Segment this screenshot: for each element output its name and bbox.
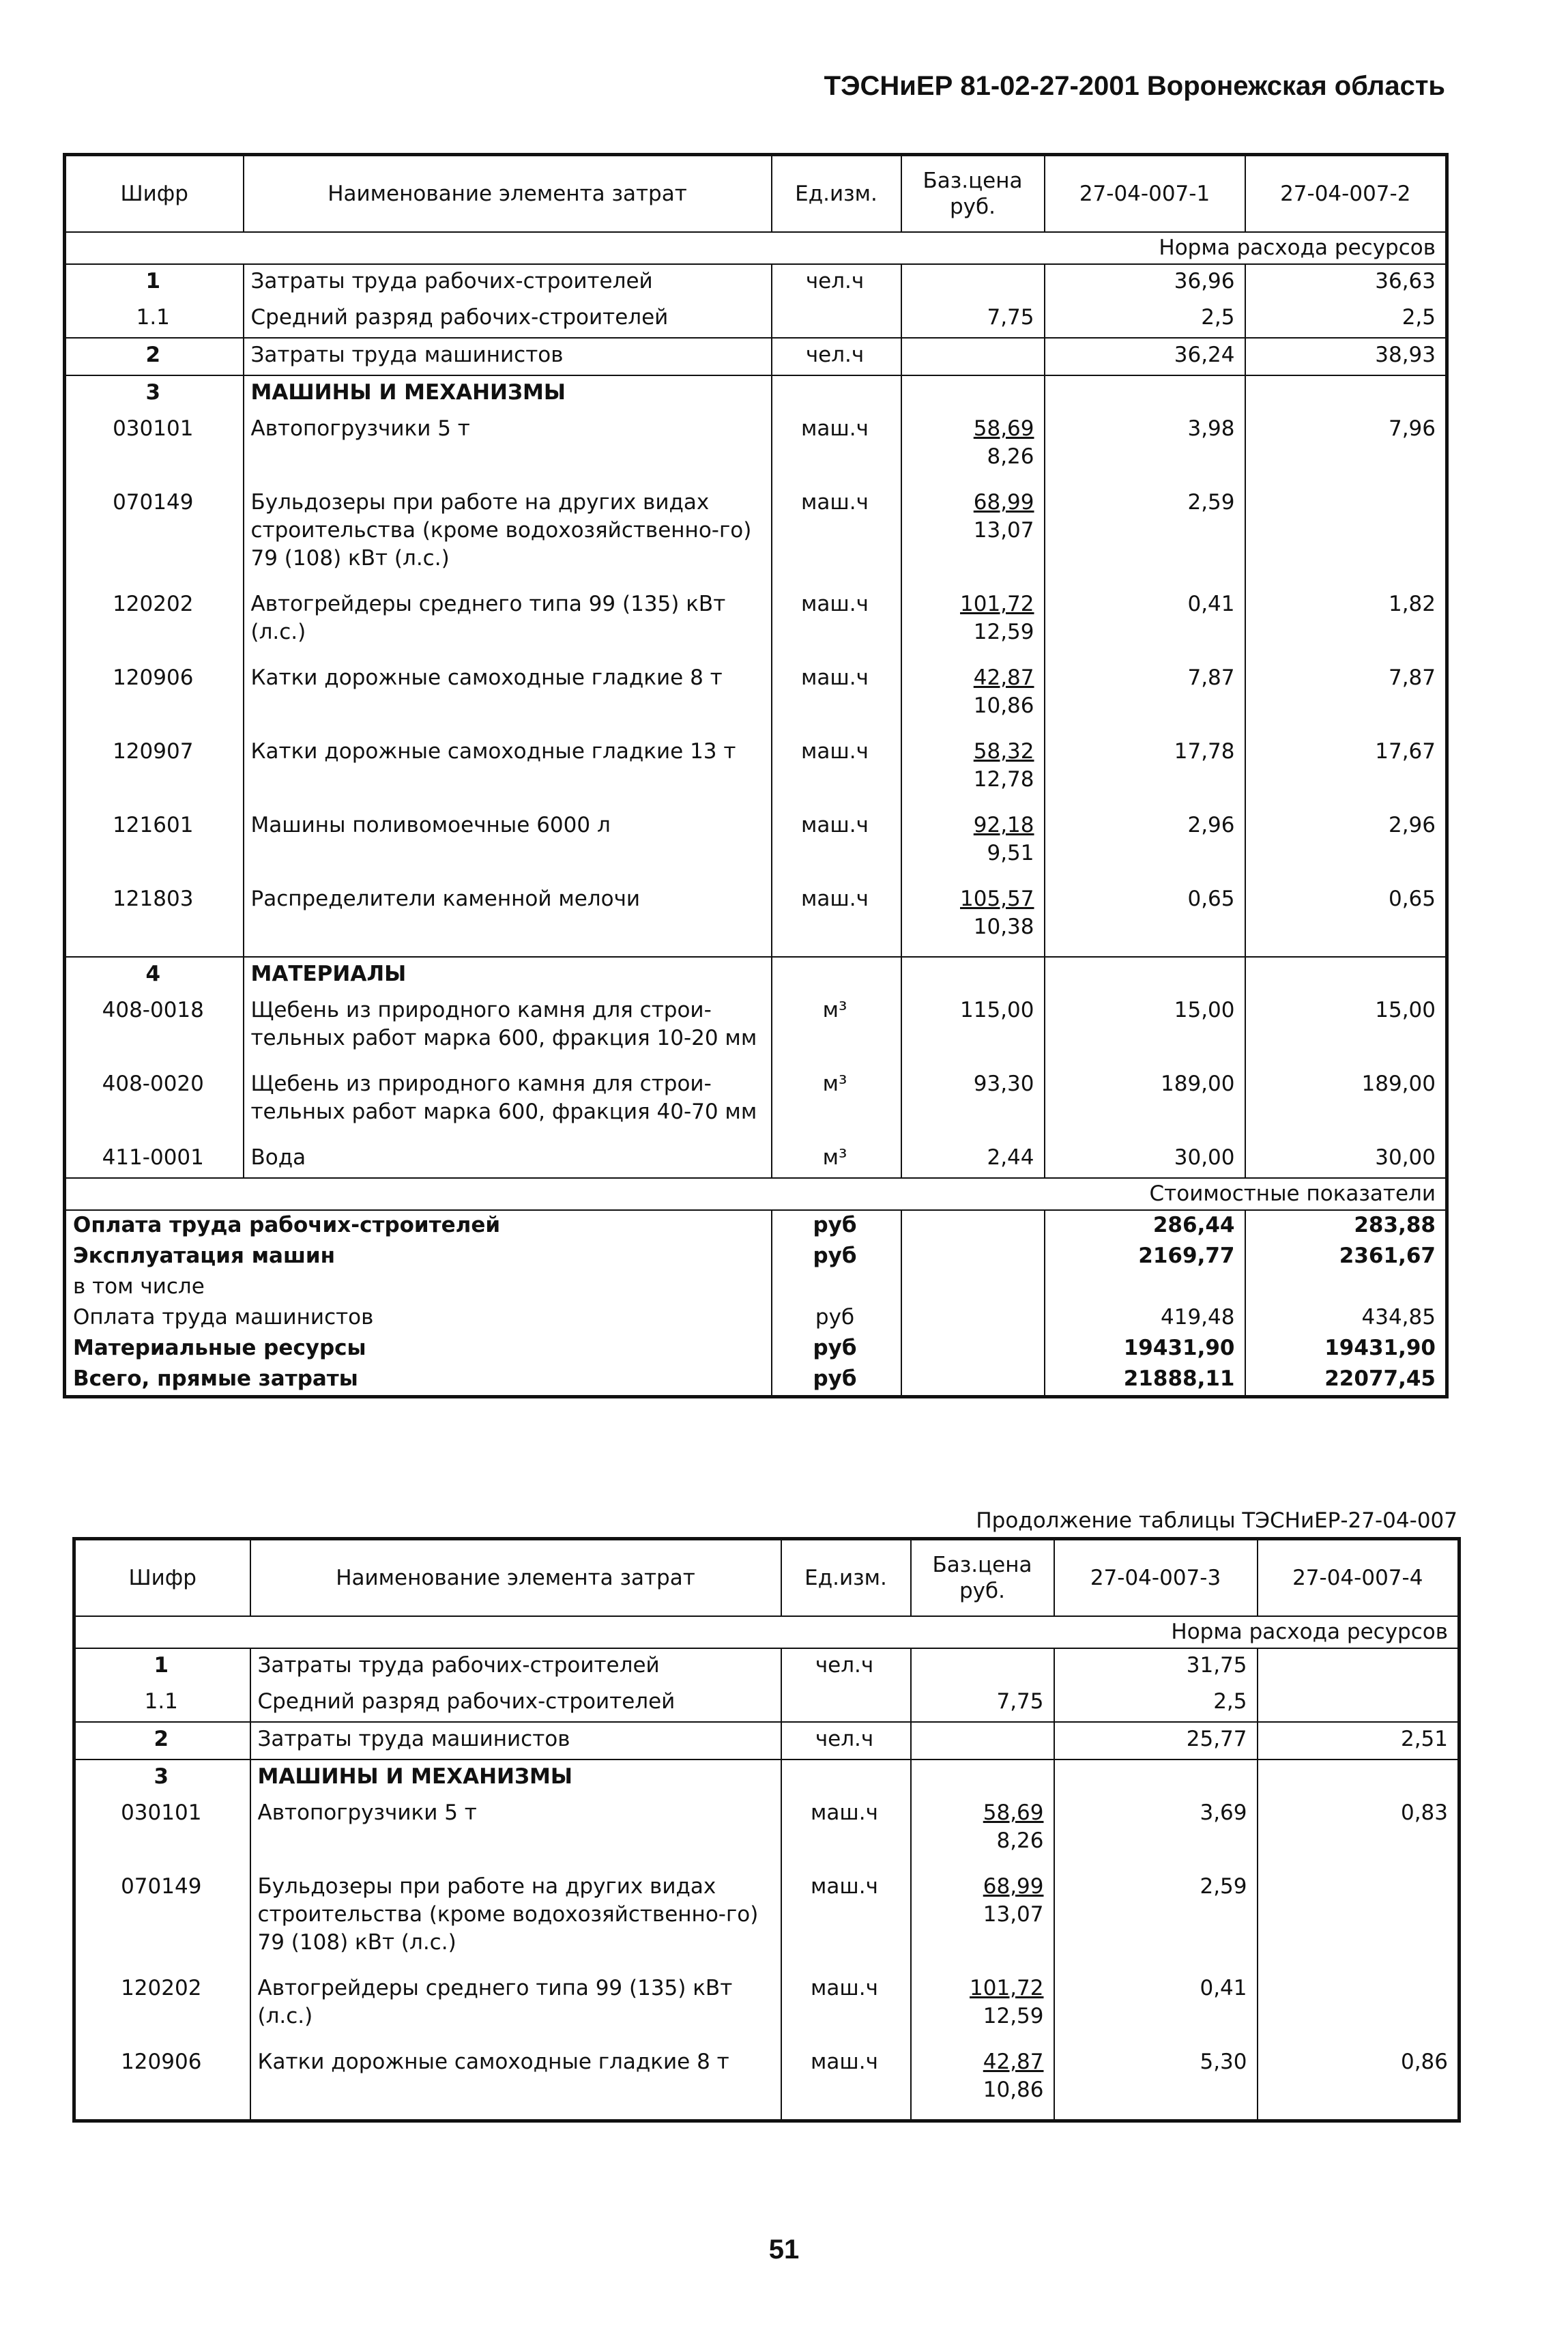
cell-unit: м³ xyxy=(772,1067,901,1141)
cell-unit: маш.ч xyxy=(781,1870,911,1972)
cell-name: Катки дорожные самоходные гладкие 8 т xyxy=(250,2045,781,2121)
summary-price xyxy=(901,1210,1045,1241)
cell-code: 121803 xyxy=(65,882,244,957)
cell-norm-b: 36,63 xyxy=(1375,269,1436,293)
summary-label: Оплата труда машинистов xyxy=(65,1303,772,1334)
price-total: 7,75 xyxy=(996,1689,1044,1714)
cell-unit: маш.ч xyxy=(772,486,901,588)
price-wage: 9,51 xyxy=(987,841,1034,865)
summary-b xyxy=(1245,1272,1447,1303)
price-wage: 12,59 xyxy=(973,620,1034,644)
cell-price xyxy=(911,1796,1054,1870)
cell-price xyxy=(901,1067,1045,1141)
cell-norm-b xyxy=(1245,957,1447,994)
cell-price xyxy=(901,264,1045,301)
cell-price xyxy=(901,994,1045,1067)
cell-unit: маш.ч xyxy=(772,661,901,735)
price-total: 42,87 xyxy=(973,665,1034,690)
cell-norm-a: 0,41 xyxy=(1045,588,1245,661)
price-total: 68,99 xyxy=(983,1874,1044,1899)
cell-unit: м³ xyxy=(772,1141,901,1178)
cell-norm-b: 7,96 xyxy=(1388,416,1436,441)
cell-unit: м³ xyxy=(772,994,901,1067)
price-wage: 8,26 xyxy=(996,1828,1044,1853)
cell-price xyxy=(901,412,1045,486)
summary-unit: руб xyxy=(772,1303,901,1334)
summary-b: 19431,90 xyxy=(1324,1336,1436,1360)
col-header-price xyxy=(901,155,1045,233)
price-total: 58,69 xyxy=(973,416,1034,441)
table-row xyxy=(65,1141,1447,1178)
summary-unit: руб xyxy=(772,1364,901,1397)
cell-code: 4 xyxy=(65,957,244,994)
cell-name: Средний разряд рабочих-строителей xyxy=(244,301,772,338)
table-row xyxy=(65,994,1447,1067)
cell-unit: маш.ч xyxy=(781,2045,911,2121)
cell-unit xyxy=(772,375,901,412)
cell-unit: маш.ч xyxy=(772,412,901,486)
summary-b: 283,88 xyxy=(1245,1210,1447,1241)
summary-label: Эксплуатация машин xyxy=(65,1241,772,1272)
cell-norm-b xyxy=(1258,1685,1460,1722)
cell-price xyxy=(901,375,1045,412)
table-1-summary xyxy=(65,1210,1447,1397)
cell-unit xyxy=(772,957,901,994)
cell-unit xyxy=(772,301,901,338)
table-row xyxy=(65,338,1447,375)
col-header-price xyxy=(911,1539,1054,1617)
price-total: 101,72 xyxy=(960,592,1034,616)
cell-name: Щебень из природного камня для строи-тельных работ марка 600, фракция 10-20 мм xyxy=(244,994,772,1067)
cell-norm-b: 0,65 xyxy=(1388,887,1436,911)
price-total: 58,69 xyxy=(983,1800,1044,1825)
cell-code: 030101 xyxy=(74,1796,250,1870)
cell-norm-a xyxy=(1045,375,1245,412)
table-row xyxy=(65,1067,1447,1141)
price-total: 58,32 xyxy=(973,739,1034,764)
col-header-name: Наименование элемента затрат xyxy=(250,1539,781,1617)
price-wage: 8,26 xyxy=(987,444,1034,469)
cell-price xyxy=(901,882,1045,957)
summary-a: 2169,77 xyxy=(1045,1241,1245,1272)
cell-norm-a: 7,87 xyxy=(1045,661,1245,735)
cell-norm-a: 36,24 xyxy=(1045,338,1245,375)
cell-norm-b: 17,67 xyxy=(1375,739,1436,764)
cell-norm-a: 0,65 xyxy=(1045,882,1245,957)
cell-name: Катки дорожные самоходные гладкие 8 т xyxy=(244,661,772,735)
table-row xyxy=(65,882,1447,957)
table-row xyxy=(65,301,1447,338)
summary-row xyxy=(65,1210,1447,1241)
col-header-code: Шифр xyxy=(74,1539,250,1617)
cell-norm-a: 0,41 xyxy=(1054,1972,1258,2045)
price-wage: 12,78 xyxy=(973,767,1034,792)
cell-norm-a xyxy=(1054,1760,1258,1796)
cell-name: Щебень из природного камня для строи-тельных работ марка 600, фракция 40-70 мм xyxy=(244,1067,772,1141)
cell-code: 1.1 xyxy=(65,301,244,338)
cell-norm-a: 2,5 xyxy=(1054,1685,1258,1722)
cell-norm-a: 3,69 xyxy=(1054,1796,1258,1870)
price-total: 42,87 xyxy=(983,2050,1044,2074)
cell-norm-b xyxy=(1258,1760,1460,1796)
cell-code: 070149 xyxy=(74,1870,250,1972)
table-header-row xyxy=(65,155,1447,233)
table-row xyxy=(74,1648,1460,1685)
cell-norm-a: 2,59 xyxy=(1045,486,1245,588)
cell-price xyxy=(901,957,1045,994)
cell-code: 070149 xyxy=(65,486,244,588)
col-header-norm-b: 27-04-007-4 xyxy=(1258,1539,1460,1617)
summary-a: 21888,11 xyxy=(1045,1364,1245,1397)
cell-norm-a: 2,96 xyxy=(1045,809,1245,882)
cell-norm-a: 25,77 xyxy=(1054,1722,1258,1760)
cell-code: 120202 xyxy=(74,1972,250,2045)
col-header-unit: Ед.изм. xyxy=(772,155,901,233)
cell-unit xyxy=(781,1685,911,1722)
table-row xyxy=(74,1870,1460,1972)
cell-price xyxy=(911,1648,1054,1685)
summary-label: в том числе xyxy=(65,1272,772,1303)
cell-name: МАШИНЫ И МЕХАНИЗМЫ xyxy=(244,375,772,412)
summary-a xyxy=(1045,1272,1245,1303)
price-total: 115,00 xyxy=(960,998,1034,1022)
cell-norm-a: 15,00 xyxy=(1045,994,1245,1067)
summary-label: Всего, прямые затраты xyxy=(65,1364,772,1397)
table-row xyxy=(74,1796,1460,1870)
price-total: 105,57 xyxy=(960,887,1034,911)
cell-code: 120202 xyxy=(65,588,244,661)
cell-name: Вода xyxy=(244,1141,772,1178)
cell-norm-a: 189,00 xyxy=(1045,1067,1245,1141)
col-header-code: Шифр xyxy=(65,155,244,233)
cell-unit: маш.ч xyxy=(781,1972,911,2045)
cell-price xyxy=(901,735,1045,809)
cell-norm-a: 31,75 xyxy=(1054,1648,1258,1685)
price-wage: 12,59 xyxy=(983,2004,1044,2028)
norm-header: Норма расхода ресурсов xyxy=(65,232,1447,264)
cell-norm-a: 17,78 xyxy=(1045,735,1245,809)
cell-price xyxy=(901,338,1045,375)
cell-name: Автопогрузчики 5 т xyxy=(244,412,772,486)
price-wage: 10,38 xyxy=(973,915,1034,939)
summary-a: 19431,90 xyxy=(1045,1334,1245,1364)
table-1-body xyxy=(65,264,1447,1178)
cost-header: Стоимостные показатели xyxy=(65,1178,1447,1210)
cell-code: 120907 xyxy=(65,735,244,809)
cell-norm-a xyxy=(1045,957,1245,994)
table-header-row xyxy=(74,1539,1460,1617)
summary-unit xyxy=(772,1272,901,1303)
summary-price xyxy=(901,1334,1045,1364)
cell-name: Бульдозеры при работе на других видах строительства (кроме водохозяйственно-го) 79 (108) кВт (л.с.) xyxy=(244,486,772,588)
cell-price xyxy=(911,1760,1054,1796)
summary-price xyxy=(901,1241,1045,1272)
summary-price xyxy=(901,1272,1045,1303)
cell-code: 030101 xyxy=(65,412,244,486)
price-wage: 10,86 xyxy=(983,2078,1044,2102)
norm-header-row xyxy=(65,232,1447,264)
cell-norm-b: 2,5 xyxy=(1402,305,1436,330)
cell-unit: маш.ч xyxy=(772,882,901,957)
summary-price xyxy=(901,1303,1045,1334)
cell-name: Автогрейдеры среднего типа 99 (135) кВт (л.с.) xyxy=(244,588,772,661)
cell-unit: маш.ч xyxy=(772,809,901,882)
col-header-unit: Ед.изм. xyxy=(781,1539,911,1617)
cell-code: 3 xyxy=(74,1760,250,1796)
continuation-caption: Продолжение таблицы ТЭСНиЕР-27-04-007 xyxy=(976,1508,1457,1533)
cell-name: Машины поливомоечные 6000 л xyxy=(244,809,772,882)
table-row xyxy=(65,957,1447,994)
summary-a: 286,44 xyxy=(1045,1210,1245,1241)
col-header-price-line1: Баз.цена xyxy=(932,1553,1032,1577)
norm-header-row xyxy=(74,1616,1460,1648)
cell-price xyxy=(901,588,1045,661)
summary-b: 2361,67 xyxy=(1339,1244,1436,1268)
resource-table-2 xyxy=(72,1537,1461,2123)
cell-name: Затраты труда рабочих-строителей xyxy=(250,1648,781,1685)
cell-norm-b xyxy=(1258,1648,1460,1685)
cost-header-row xyxy=(65,1178,1447,1210)
cell-norm-a: 2,5 xyxy=(1045,301,1245,338)
cell-norm-b: 189,00 xyxy=(1361,1072,1436,1096)
cell-norm-b: 7,87 xyxy=(1388,665,1436,690)
price-total: 92,18 xyxy=(973,813,1034,837)
cell-name: Катки дорожные самоходные гладкие 13 т xyxy=(244,735,772,809)
cell-code: 121601 xyxy=(65,809,244,882)
cell-price xyxy=(901,1141,1045,1178)
cell-name: Распределители каменной мелочи xyxy=(244,882,772,957)
table-row xyxy=(74,1722,1460,1760)
col-header-name: Наименование элемента затрат xyxy=(244,155,772,233)
cell-name: Автопогрузчики 5 т xyxy=(250,1796,781,1870)
cell-norm-a: 36,96 xyxy=(1045,264,1245,301)
table-row xyxy=(74,1972,1460,2045)
cell-norm-b: 15,00 xyxy=(1375,998,1436,1022)
cell-code: 411-0001 xyxy=(65,1141,244,1178)
cell-name: Затраты труда машинистов xyxy=(250,1722,781,1760)
cell-code: 408-0018 xyxy=(65,994,244,1067)
cell-unit: маш.ч xyxy=(781,1796,911,1870)
price-total: 7,75 xyxy=(987,305,1034,330)
summary-unit: руб xyxy=(772,1334,901,1364)
cell-code: 1.1 xyxy=(74,1685,250,1722)
cell-norm-a: 3,98 xyxy=(1045,412,1245,486)
cell-price xyxy=(901,301,1045,338)
cell-price xyxy=(901,661,1045,735)
cell-name: МАТЕРИАЛЫ xyxy=(244,957,772,994)
cell-unit: чел.ч xyxy=(781,1722,911,1760)
cell-code: 3 xyxy=(65,375,244,412)
cell-norm-b xyxy=(1245,486,1447,588)
cell-name: Бульдозеры при работе на других видах строительства (кроме водохозяйственно-го) 79 (108) кВт (л.с.) xyxy=(250,1870,781,1972)
cell-norm-b: 0,83 xyxy=(1400,1800,1448,1825)
summary-row xyxy=(65,1272,1447,1303)
cell-code: 1 xyxy=(65,264,244,301)
price-total: 68,99 xyxy=(973,490,1034,515)
table-row xyxy=(74,2045,1460,2121)
table-row xyxy=(65,486,1447,588)
cell-code: 120906 xyxy=(65,661,244,735)
cell-unit: чел.ч xyxy=(772,264,901,301)
cell-norm-b: 38,93 xyxy=(1245,338,1447,375)
cell-norm-a: 30,00 xyxy=(1045,1141,1245,1178)
cell-norm-a: 5,30 xyxy=(1054,2045,1258,2121)
col-header-price-line2: руб. xyxy=(959,1579,1005,1603)
cell-price xyxy=(901,486,1045,588)
cell-code: 2 xyxy=(74,1722,250,1760)
cell-norm-b: 2,96 xyxy=(1388,813,1436,837)
table-row xyxy=(65,735,1447,809)
cell-norm-b: 2,51 xyxy=(1258,1722,1460,1760)
col-header-price-line2: руб. xyxy=(950,195,996,219)
summary-unit: руб xyxy=(772,1210,901,1241)
cell-price xyxy=(911,2045,1054,2121)
cell-unit: маш.ч xyxy=(772,588,901,661)
cell-name: Затраты труда рабочих-строителей xyxy=(244,264,772,301)
col-header-price-line1: Баз.цена xyxy=(923,169,1023,193)
summary-row xyxy=(65,1303,1447,1334)
table-row xyxy=(65,809,1447,882)
table-row xyxy=(65,661,1447,735)
cell-unit: маш.ч xyxy=(772,735,901,809)
cell-price xyxy=(911,1972,1054,2045)
table-row xyxy=(65,412,1447,486)
summary-row xyxy=(65,1334,1447,1364)
cell-code: 1 xyxy=(74,1648,250,1685)
col-header-norm-a: 27-04-007-1 xyxy=(1045,155,1245,233)
summary-row xyxy=(65,1364,1447,1397)
cell-name: Затраты труда машинистов xyxy=(244,338,772,375)
col-header-norm-b: 27-04-007-2 xyxy=(1245,155,1447,233)
summary-price xyxy=(901,1364,1045,1397)
price-total: 93,30 xyxy=(973,1072,1034,1096)
price-total: 101,72 xyxy=(970,1976,1044,2000)
table-row xyxy=(65,375,1447,412)
summary-a: 419,48 xyxy=(1045,1303,1245,1334)
table-2-body xyxy=(74,1648,1460,2121)
cell-price xyxy=(911,1722,1054,1760)
cell-code: 408-0020 xyxy=(65,1067,244,1141)
price-wage: 13,07 xyxy=(983,1902,1044,1927)
summary-label: Материальные ресурсы xyxy=(65,1334,772,1364)
price-wage: 10,86 xyxy=(973,693,1034,718)
norm-header: Норма расхода ресурсов xyxy=(74,1616,1460,1648)
summary-unit: руб xyxy=(772,1241,901,1272)
cell-unit: чел.ч xyxy=(772,338,901,375)
cell-norm-b: 1,82 xyxy=(1388,592,1436,616)
cell-norm-b: 0,86 xyxy=(1400,2050,1448,2074)
price-total: 2,44 xyxy=(987,1145,1034,1170)
cell-price xyxy=(901,809,1045,882)
cell-name: Автогрейдеры среднего типа 99 (135) кВт (л.с.) xyxy=(250,1972,781,2045)
summary-row xyxy=(65,1241,1447,1272)
table-row xyxy=(74,1760,1460,1796)
cell-norm-b xyxy=(1258,1870,1460,1972)
cell-name: Средний разряд рабочих-строителей xyxy=(250,1685,781,1722)
resource-table-1 xyxy=(63,153,1449,1398)
cell-norm-b xyxy=(1258,1972,1460,2045)
col-header-norm-a: 27-04-007-3 xyxy=(1054,1539,1258,1617)
cell-norm-a: 2,59 xyxy=(1054,1870,1258,1972)
cell-code: 120906 xyxy=(74,2045,250,2121)
summary-label: Оплата труда рабочих-строителей xyxy=(65,1210,772,1241)
page-number: 51 xyxy=(768,2235,800,2265)
table-row xyxy=(65,588,1447,661)
table-row xyxy=(65,264,1447,301)
cell-price xyxy=(911,1685,1054,1722)
table-row xyxy=(74,1685,1460,1722)
cell-norm-b xyxy=(1245,375,1447,412)
summary-b: 434,85 xyxy=(1361,1305,1436,1330)
cell-norm-b: 30,00 xyxy=(1375,1145,1436,1170)
document-header: ТЭСНиЕР 81-02-27-2001 Воронежская область xyxy=(824,71,1445,101)
summary-b: 22077,45 xyxy=(1324,1366,1436,1391)
cell-code: 2 xyxy=(65,338,244,375)
cell-unit: чел.ч xyxy=(781,1648,911,1685)
cell-price xyxy=(911,1870,1054,1972)
cell-name: МАШИНЫ И МЕХАНИЗМЫ xyxy=(250,1760,781,1796)
price-wage: 13,07 xyxy=(973,518,1034,543)
cell-unit xyxy=(781,1760,911,1796)
